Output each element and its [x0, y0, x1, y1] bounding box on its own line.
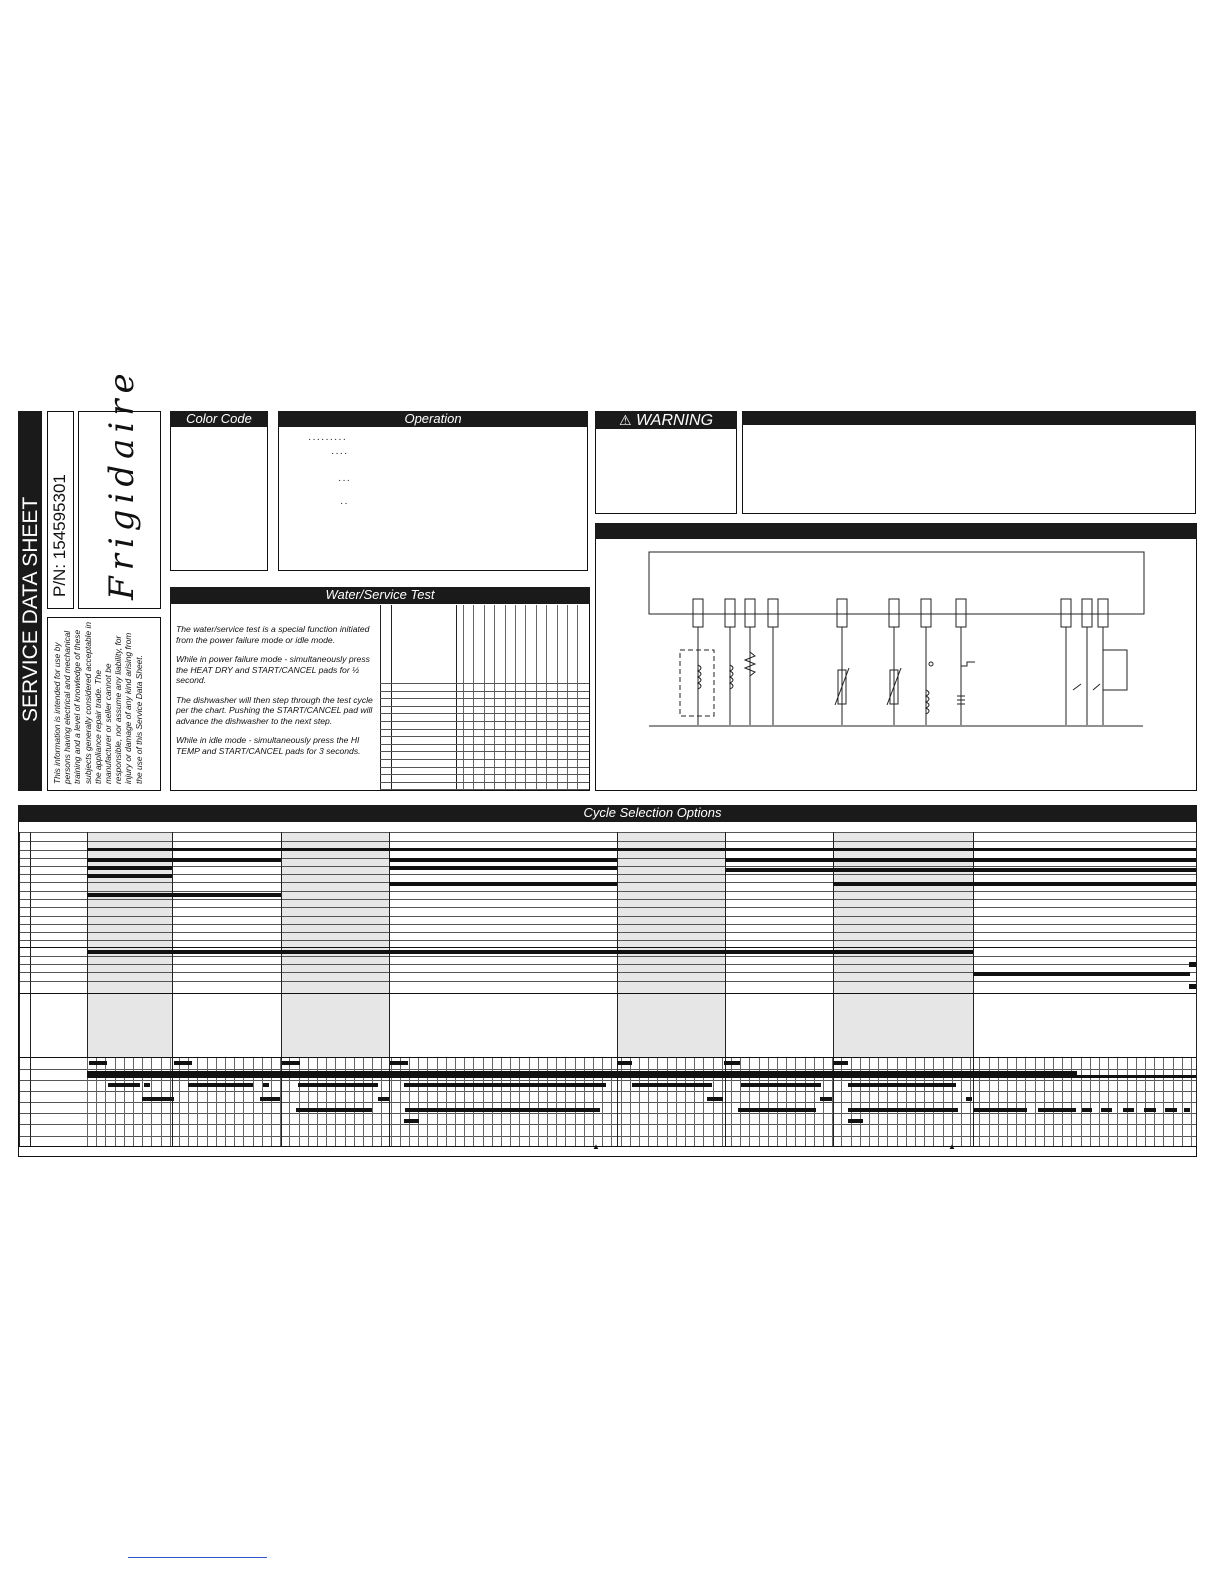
cycle-option-bar	[833, 868, 1196, 872]
cycle-row-line	[19, 899, 1196, 900]
cycle-option-bar	[87, 858, 172, 862]
cycle-group-line	[19, 993, 1196, 994]
cycle-row-line	[19, 924, 1196, 925]
cycle-option-bar	[89, 1061, 107, 1065]
cycle-row-line	[19, 907, 1196, 908]
cycle-row-line	[19, 1091, 1196, 1092]
cycle-option-bar	[282, 1061, 300, 1065]
footer-link-line	[128, 1557, 267, 1558]
cycle-col-line	[1196, 832, 1197, 1146]
cycle-fine-line	[1108, 1058, 1109, 1146]
cycle-fine-line	[1145, 1058, 1146, 1146]
cycle-row-line	[19, 940, 1196, 941]
cycle-option-bar	[87, 866, 172, 870]
cycle-row-line	[19, 916, 1196, 917]
cycle-row-line	[19, 1136, 1196, 1137]
water-service-para-1: The water/service test is a special function initiated from the power failure mode or idle mode.	[176, 624, 370, 645]
cycle-col-line	[30, 832, 31, 1146]
operation-leader-2: ····	[331, 448, 349, 459]
cycle-option-bar	[741, 1083, 821, 1087]
cycle-option-bar	[707, 1097, 723, 1101]
cycle-option-bar	[87, 848, 1196, 851]
cycle-col-line	[617, 832, 618, 1146]
brand-logo: Frigidaire	[102, 367, 142, 600]
cycle-option-bar	[260, 1097, 280, 1101]
color-code-panel	[170, 411, 268, 571]
cycle-option-bar	[378, 1097, 389, 1101]
cycle-row-line	[19, 956, 1196, 957]
operation-leader-4: ··	[340, 498, 349, 509]
cycle-option-bar	[617, 1061, 632, 1065]
water-service-title: Water/Service Test	[170, 587, 590, 604]
cycle-row-line	[19, 964, 1196, 965]
cycle-marker-icon: ▲	[948, 1142, 956, 1151]
cycle-option-bar	[188, 1083, 253, 1087]
ws-grid-line	[380, 698, 589, 699]
cycle-option-bar	[144, 1083, 150, 1087]
cycle-group-line	[19, 947, 1196, 948]
cycle-option-bar	[725, 858, 1196, 862]
cycle-group-line	[19, 1057, 1196, 1058]
cycle-option-bar	[848, 1108, 958, 1112]
cycle-col-line	[19, 832, 20, 1146]
ws-grid-line	[380, 706, 589, 707]
ws-grid-line	[380, 721, 589, 722]
cycle-option-bar	[820, 1097, 832, 1101]
ws-grid-line	[380, 729, 589, 730]
cycle-row-line	[19, 1102, 1196, 1103]
cycle-option-bar	[405, 1108, 600, 1112]
cycle-option-bar	[848, 1083, 956, 1087]
cycle-fine-line	[1090, 1058, 1091, 1146]
warning-text-header	[742, 411, 1196, 425]
cycle-fine-line	[1136, 1058, 1137, 1146]
ws-grid-line	[380, 782, 589, 783]
ws-grid-line	[380, 713, 589, 714]
ws-grid-line	[380, 736, 589, 737]
operation-title: Operation	[278, 411, 588, 427]
warning-title: WARNING	[635, 412, 714, 429]
warning-header	[595, 411, 737, 429]
operation-leader-3: ···	[338, 475, 351, 486]
cycle-option-bar	[1144, 1108, 1156, 1112]
cycle-option-bar	[1189, 962, 1196, 967]
cycle-option-bar	[833, 882, 1196, 886]
cycle-option-bar	[87, 950, 973, 954]
cycle-row-line	[19, 891, 1196, 892]
cycle-fine-line	[1099, 1058, 1100, 1146]
cycle-option-bar	[966, 1097, 972, 1101]
ws-grid-line	[380, 774, 589, 775]
cycle-option-bar	[404, 1119, 419, 1123]
cycle-fine-line	[1163, 1058, 1164, 1146]
cycle-option-bar	[390, 1061, 408, 1065]
cycle-row-line	[19, 1080, 1196, 1081]
cycle-row-line	[19, 841, 1196, 842]
cycle-option-bar	[389, 858, 617, 862]
part-number: P/N: 154595301	[50, 474, 69, 597]
cycle-col-line	[725, 832, 726, 1146]
ws-grid-line	[380, 767, 589, 768]
cycle-option-bar	[172, 858, 281, 862]
cycle-fine-line	[1127, 1058, 1128, 1146]
cycle-row-line	[19, 981, 1196, 982]
cycle-option-bar	[1038, 1108, 1076, 1112]
cycle-option-bar	[738, 1108, 816, 1112]
ws-grid-line	[380, 759, 589, 760]
cycle-fine-line	[1173, 1058, 1174, 1146]
warning-text-panel	[742, 411, 1196, 514]
cycle-option-bar	[1184, 1108, 1190, 1112]
cycle-selection-title: Cycle Selection Options	[18, 805, 1197, 822]
ws-grid-line	[380, 789, 589, 790]
cycle-col-line	[973, 832, 974, 1146]
cycle-row-line	[19, 832, 1196, 833]
cycle-option-bar	[87, 874, 172, 878]
cycle-fine-line	[1182, 1058, 1183, 1146]
cycle-option-bar	[1189, 984, 1196, 989]
cycle-option-bar	[724, 1061, 740, 1065]
water-service-para-4: While in idle mode - simultaneously press the HI TEMP and START/CANCEL pads for 3 seconds.	[176, 735, 361, 756]
cycle-fine-line	[1191, 1058, 1192, 1146]
cycle-marker-icon: ▲	[592, 1142, 600, 1151]
water-service-text	[176, 624, 374, 765]
cycle-option-bar	[298, 1083, 378, 1087]
cycle-fine-line	[1081, 1058, 1082, 1146]
cycle-option-bar	[1101, 1108, 1112, 1112]
cycle-row-line	[19, 932, 1196, 933]
disclaimer-text: This information is intended for use by persons having electrical and mechanical training and a level of knowledge of these subjects generally considered acceptable in the appliance repair trade. The manufacturer or seller cannot be responsible, nor assume any liability, for injury or damage of any kind arising from the use of this Service Data Sheet.	[52, 621, 144, 784]
cycle-option-bar	[973, 972, 1190, 976]
cycle-option-bar	[389, 866, 617, 870]
warning-triangle-icon: ⚠	[618, 412, 632, 428]
cycle-row-line	[19, 1124, 1196, 1125]
cycle-option-bar	[1082, 1108, 1092, 1112]
cycle-row-line	[19, 1069, 1196, 1070]
water-service-para-2: While in power failure mode - simultaneously press the HEAT DRY and START/CANCEL pads for ½ second.	[176, 654, 370, 685]
cycle-row-line	[19, 1113, 1196, 1114]
cycle-option-bar	[296, 1108, 372, 1112]
cycle-option-bar	[87, 893, 281, 897]
ws-grid-line	[380, 683, 589, 684]
cycle-bottom-line	[19, 1146, 1196, 1147]
cycle-option-bar	[1165, 1108, 1177, 1112]
cycle-option-bar	[174, 1061, 192, 1065]
cycle-option-bar	[1123, 1108, 1134, 1112]
cycle-fine-line	[1154, 1058, 1155, 1146]
sheet-title: SERVICE DATA SHEET	[19, 496, 42, 722]
cycle-option-bar	[263, 1083, 269, 1087]
cycle-option-bar	[142, 1097, 174, 1101]
cycle-option-bar	[87, 1075, 1196, 1078]
wiring-diagram-header	[595, 523, 1197, 539]
ws-grid-line	[380, 691, 589, 692]
cycle-fine-line	[1117, 1058, 1118, 1146]
ws-grid-line	[380, 744, 589, 745]
cycle-row-line	[19, 874, 1196, 875]
cycle-option-bar	[632, 1083, 712, 1087]
water-service-para-3: The dishwasher will then step through the test cycle per the chart. Pushing the START/CANCEL pad will advance the dishwasher to the next step.	[176, 694, 373, 726]
cycle-option-bar	[848, 1119, 863, 1123]
wiring-schematic	[595, 540, 1197, 791]
cycle-option-bar	[973, 1108, 1027, 1112]
ws-grid-line	[380, 751, 589, 752]
cycle-option-bar	[389, 882, 617, 886]
cycle-option-bar	[725, 868, 833, 872]
cycle-option-bar	[108, 1083, 140, 1087]
cycle-option-bar	[404, 1083, 606, 1087]
color-code-title: Color Code	[170, 411, 268, 427]
cycle-option-bar	[833, 1061, 848, 1065]
operation-leader-1: ·········	[308, 434, 347, 445]
